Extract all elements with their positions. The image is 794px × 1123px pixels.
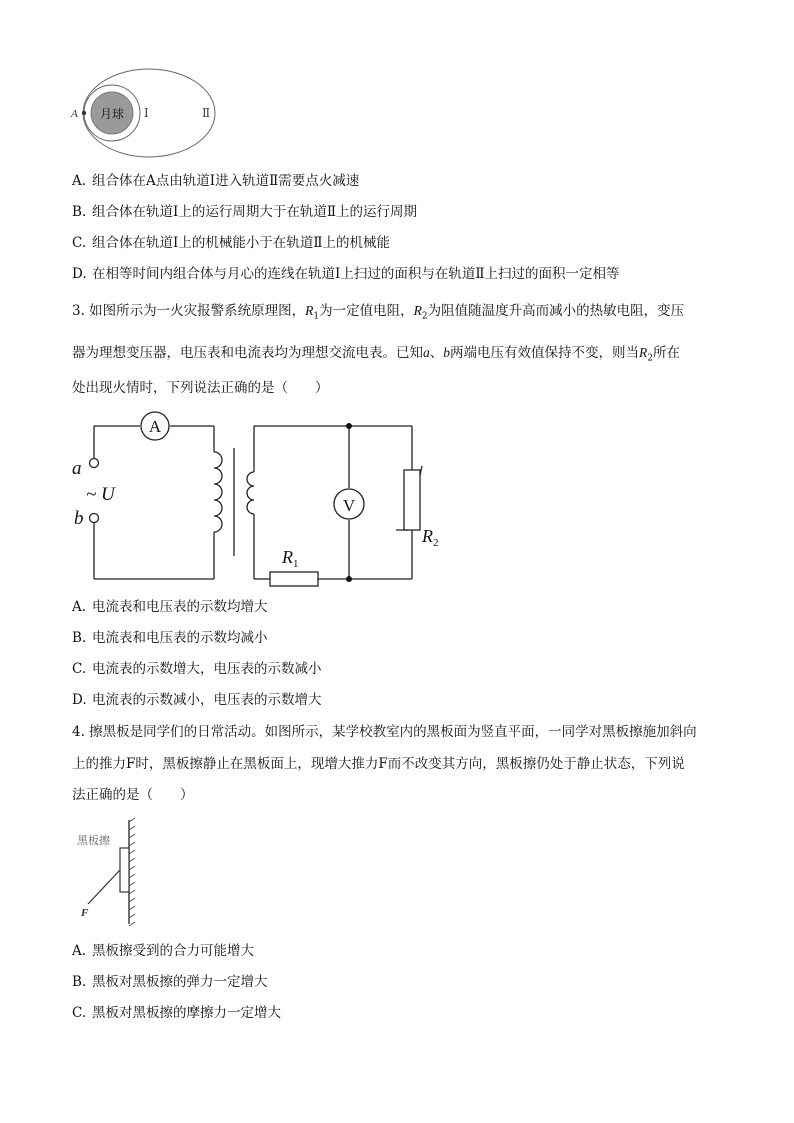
- q2-option-a: A. 组合体在A点由轨道Ⅰ进入轨道Ⅱ需要点火减速: [72, 173, 360, 189]
- q4-stem-line-2: 上的推力F时，黑板擦静止在黑板面上，现增大推力F而不改变其方向，黑板擦仍处于静止状态，下列说: [72, 756, 685, 772]
- terminal-a: [90, 459, 99, 468]
- eraser-label: 黑板擦: [77, 835, 110, 847]
- q3-option-d: D. 电流表的示数减小，电压表的示数增大: [72, 692, 322, 708]
- circuit-figure: [68, 408, 439, 590]
- junction-bottom: [346, 576, 352, 582]
- q4-option-b: B. 黑板对黑板擦的弹力一定增大: [72, 974, 268, 990]
- point-a-label: A: [71, 108, 78, 120]
- q2-option-d: D. 在相等时间内组合体与月心的连线在轨道Ⅰ上扫过的面积与在轨道Ⅱ上扫过的面积一定相等: [72, 266, 620, 282]
- q2-option-b: B. 组合体在轨道Ⅰ上的运行周期大于在轨道Ⅱ上的运行周期: [72, 204, 418, 220]
- q3-stem-line-3: 处出现火情时，下列说法正确的是（ ）: [72, 380, 329, 396]
- orbit-figure: [66, 64, 222, 164]
- q4-option-c: C. 黑板对黑板擦的摩擦力一定增大: [72, 1005, 281, 1021]
- q4-stem-line-1: 4. 擦黑板是同学们的日常活动。如图所示，某学校教室内的黑板面为竖直平面，一同学对黑板擦施加斜向: [72, 724, 697, 740]
- moon-label: 月球: [99, 107, 125, 121]
- q3-stem-line-2: 器为理想变压器，电压表和电流表均为理想交流电表。已知a、b两端电压有效值保持不变，则当$R_2$所在: [72, 345, 680, 364]
- terminal-a-label: a: [72, 458, 82, 479]
- q3-stem-line-1: 3. 如图所示为一火灾报警系统原理图，$R_1$为一定值电阻，$R_2$为阻值随温度升高而减小的热敏电阻，变压: [72, 303, 685, 322]
- resistor-r1: [270, 572, 318, 586]
- q4-stem-line-3: 法正确的是（ ）: [72, 787, 194, 803]
- resistor-r1-label: $R_1$: [282, 547, 299, 570]
- force-label: F: [81, 907, 89, 919]
- source-label: ~ U: [86, 484, 115, 505]
- voltmeter-label: V: [342, 496, 356, 515]
- eraser: [120, 848, 129, 892]
- terminal-b: [90, 514, 99, 523]
- thermistor-r2-label: $R_2$: [422, 526, 439, 549]
- junction-top: [346, 423, 352, 429]
- q3-option-c: C. 电流表的示数增大，电压表的示数减小: [72, 661, 322, 677]
- q4-option-a: A. 黑板擦受到的合力可能增大: [72, 943, 254, 959]
- q3-option-a: A. 电流表和电压表的示数均增大: [72, 599, 268, 615]
- ammeter-label: A: [148, 417, 162, 436]
- orbit-1-label: Ⅰ: [144, 106, 149, 120]
- q3-option-b: B. 电流表和电压表的示数均减小: [72, 630, 268, 646]
- q2-option-c: C. 组合体在轨道Ⅰ上的机械能小于在轨道Ⅱ上的机械能: [72, 235, 391, 251]
- point-a-dot: [82, 111, 86, 115]
- terminal-b-label: b: [74, 508, 84, 529]
- orbit-2-label: Ⅱ: [202, 106, 211, 120]
- eraser-figure: [74, 818, 146, 928]
- force-arrow: [88, 870, 120, 904]
- thermistor-r2: [404, 470, 420, 530]
